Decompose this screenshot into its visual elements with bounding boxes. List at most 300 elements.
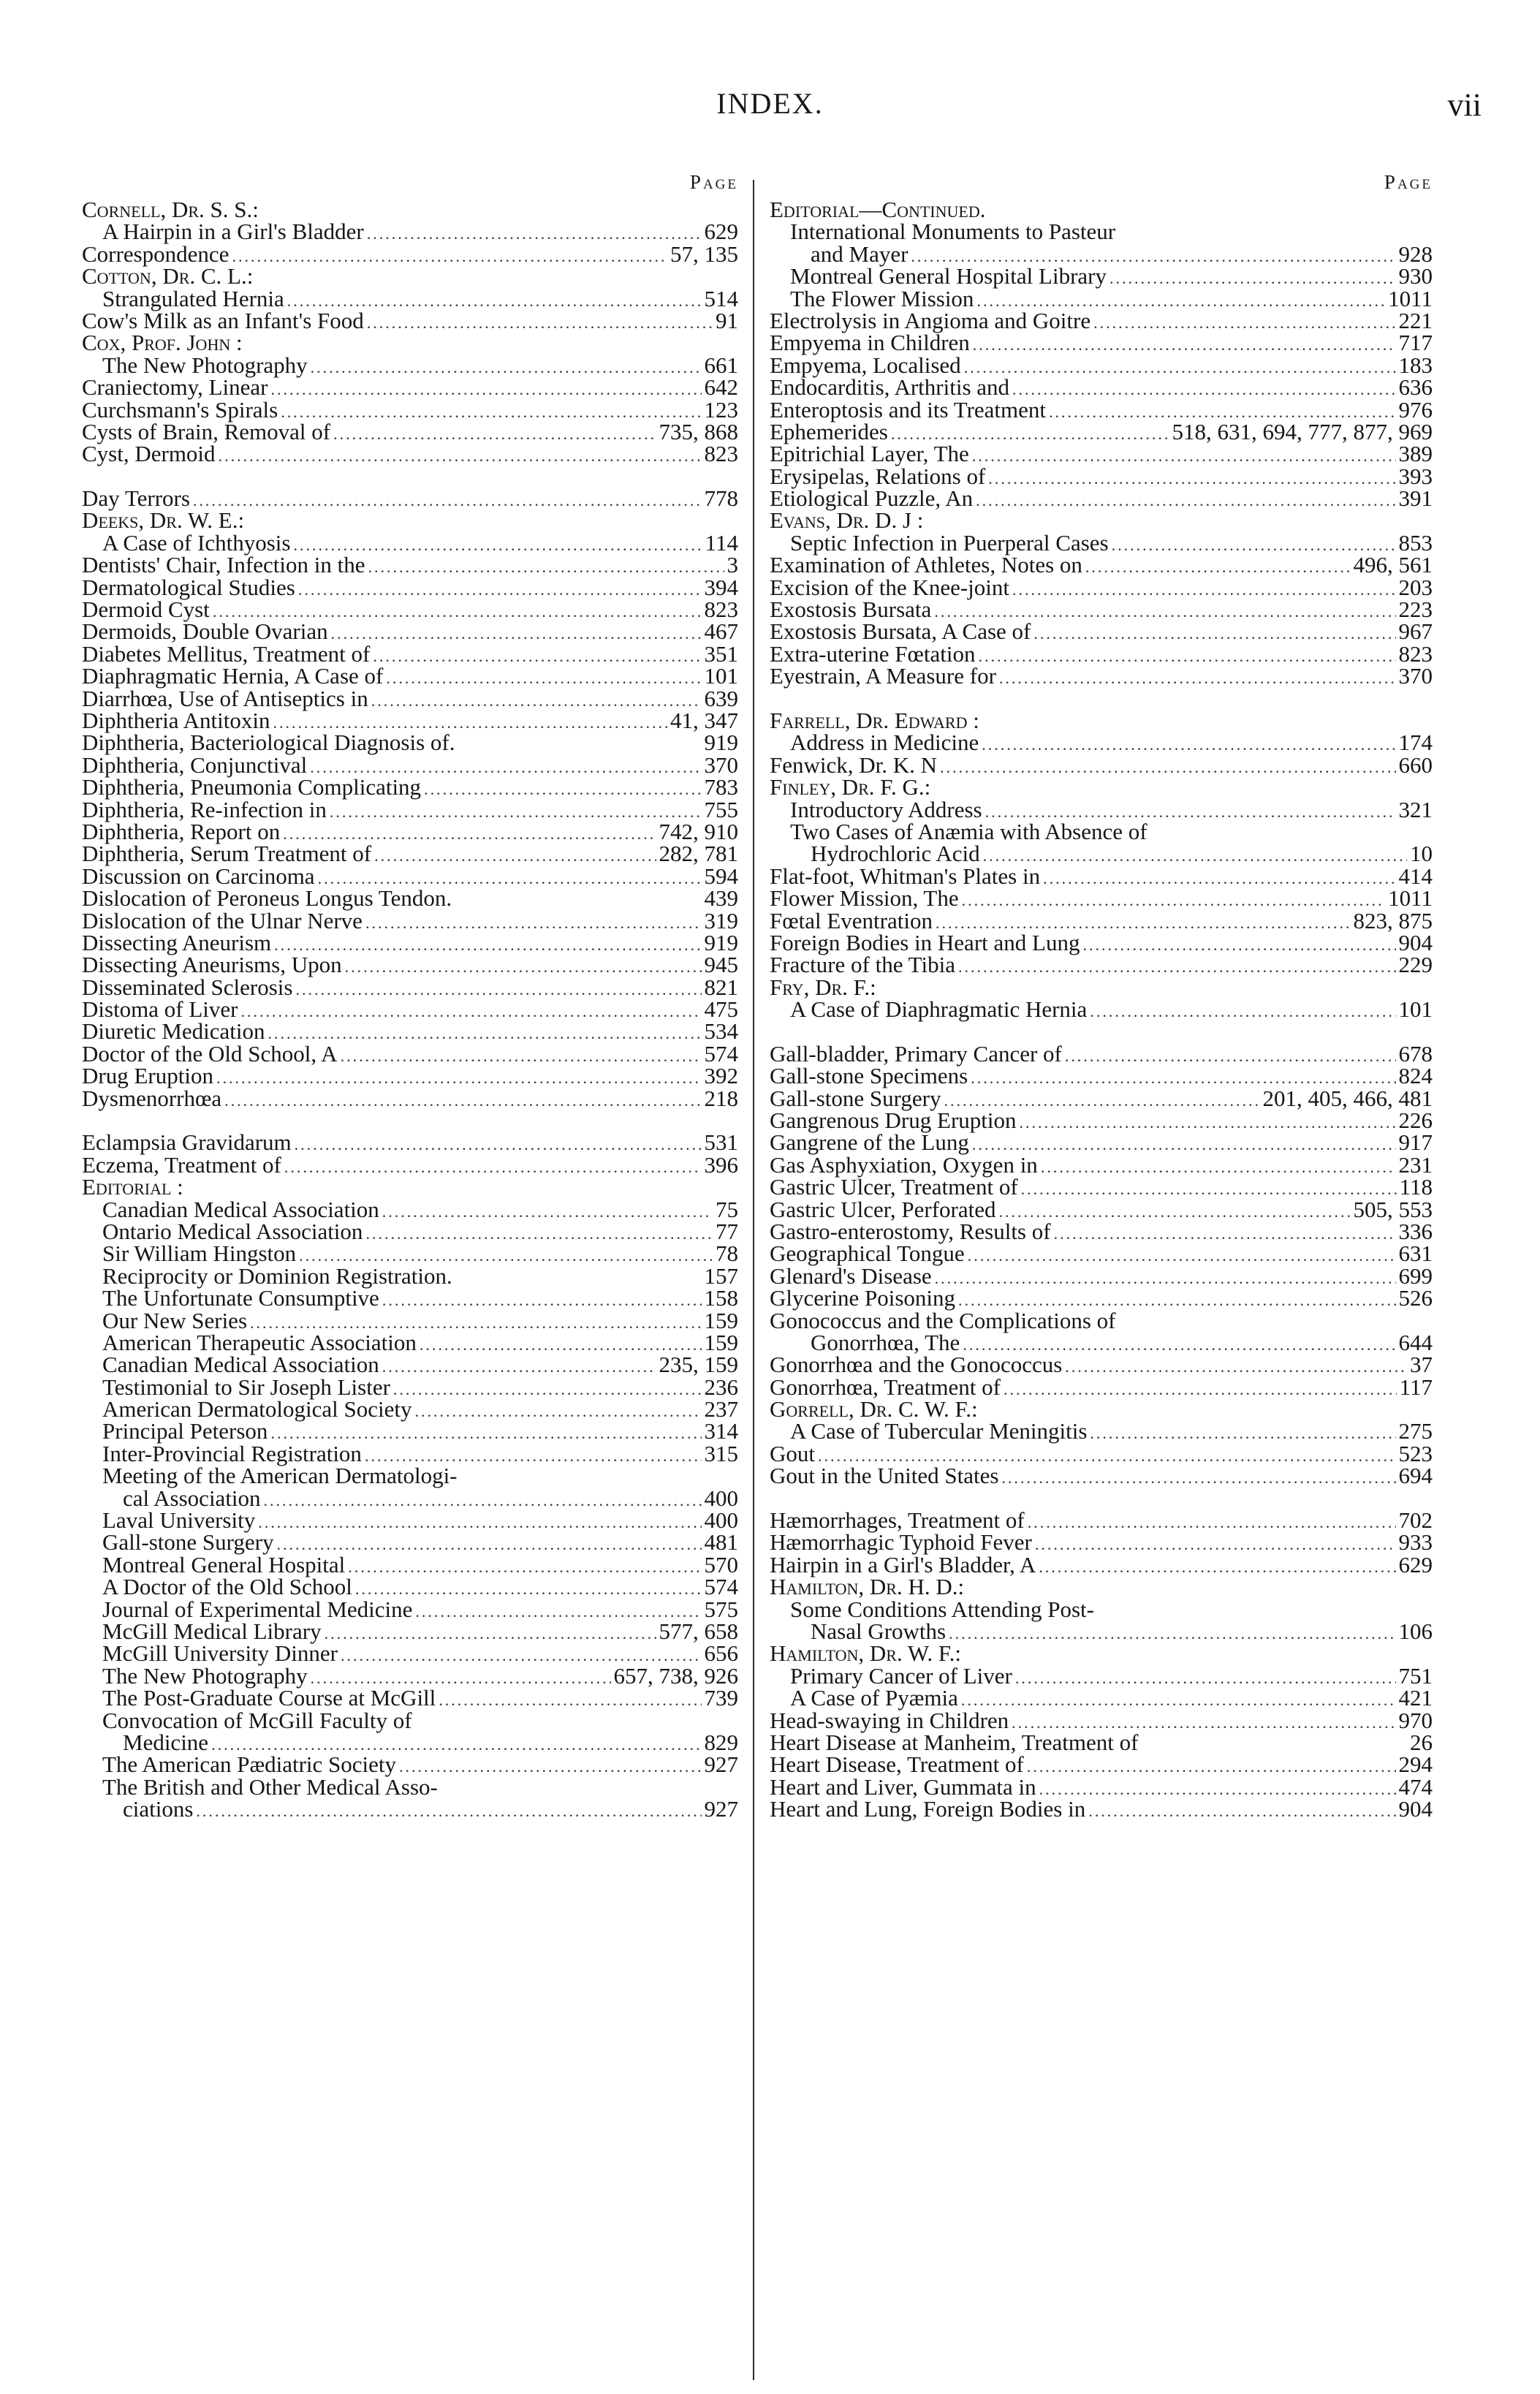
index-subentry xyxy=(770,1687,1433,1709)
entry-term: Discussion on Carcinoma xyxy=(82,863,315,889)
entry-page-ref: 389 xyxy=(1398,441,1433,467)
entry-term: Curchsmann's Spirals xyxy=(82,396,278,423)
entry-page-ref: 231 xyxy=(1398,1151,1433,1178)
entry-term: Drug Eruption xyxy=(82,1063,213,1089)
entry-term: Eclampsia Gravidarum xyxy=(82,1129,292,1156)
entry-term: Finley, Dr. F. G.: xyxy=(770,774,931,800)
entry-term: Diabetes Mellitus, Treatment of xyxy=(82,640,371,667)
entry-term: Cyst, Dermoid xyxy=(82,441,216,467)
dot-leader xyxy=(1012,579,1396,601)
index-entry xyxy=(82,418,738,444)
entry-term: Epitrichial Layer, The xyxy=(770,441,969,467)
index-entry xyxy=(770,1440,1433,1466)
dot-leader xyxy=(193,490,702,512)
index-entry xyxy=(770,665,1433,687)
index-subentry xyxy=(770,1618,1433,1644)
index-subentry xyxy=(82,1640,738,1667)
index-entry xyxy=(82,507,738,534)
entry-page-ref: 518, 631, 694, 777, 877, 969 xyxy=(1172,418,1433,444)
index-entry xyxy=(82,640,738,667)
dot-leader xyxy=(1020,1112,1396,1134)
dot-leader xyxy=(1004,1379,1397,1401)
dot-leader xyxy=(949,1623,1395,1645)
entry-page-ref: 393 xyxy=(1398,463,1433,489)
entry-page-ref: 829 xyxy=(704,1729,738,1755)
entry-page-ref: 174 xyxy=(1398,730,1433,756)
index-entry xyxy=(770,307,1433,333)
entry-term: Excision of the Knee-joint xyxy=(770,574,1009,600)
entry-page-ref: 824 xyxy=(1398,1063,1433,1089)
dot-leader xyxy=(331,623,702,645)
index-entry xyxy=(770,554,1433,576)
index-subentry xyxy=(82,1287,738,1309)
index-subentry xyxy=(82,1773,738,1800)
entry-term: Heart Disease, Treatment of xyxy=(770,1751,1024,1778)
entry-page-ref: 236 xyxy=(704,1374,738,1400)
entry-page-ref: 661 xyxy=(704,352,738,378)
index-entry xyxy=(770,1287,1433,1309)
entry-term: Address in Medicine xyxy=(790,730,979,756)
entry-term: Ontario Medical Association xyxy=(102,1218,363,1244)
entry-page-ref: 574 xyxy=(704,1574,738,1600)
entry-page-ref: 694 xyxy=(1398,1463,1433,1489)
entry-page-ref: 823 xyxy=(704,441,738,467)
index-subentry xyxy=(82,1662,738,1689)
dot-leader xyxy=(295,979,701,1001)
entry-term: Diuretic Medication xyxy=(82,1018,265,1045)
entry-term: Gonorrhœa and the Gonococcus xyxy=(770,1352,1063,1378)
entry-page-ref: 823 xyxy=(704,596,738,623)
entry-term: The British and Other Medical Asso- xyxy=(102,1773,438,1800)
entry-term: Diphtheria, Pneumonia Complicating xyxy=(82,774,422,800)
entry-page-ref: 636 xyxy=(1398,374,1433,401)
index-subentry xyxy=(82,1240,738,1267)
index-entry xyxy=(82,885,738,912)
entry-page-ref: 392 xyxy=(704,1063,738,1089)
entry-page-ref: 57, 135 xyxy=(670,240,738,267)
entry-page-ref: 629 xyxy=(1398,1551,1433,1577)
index-entry xyxy=(82,1129,738,1156)
index-subentry xyxy=(82,529,738,556)
index-entry xyxy=(770,1065,1433,1087)
entry-term: Fœtal Eventration xyxy=(770,907,933,933)
dot-leader xyxy=(341,1045,702,1067)
entry-term: The New Photography xyxy=(102,1662,308,1689)
entry-term: Endocarditis, Arthritis and xyxy=(770,374,1010,401)
index-entry xyxy=(770,1240,1433,1267)
entry-page-ref: 823, 875 xyxy=(1353,907,1433,933)
entry-page-ref: 594 xyxy=(704,863,738,889)
entry-page-ref: 101 xyxy=(1398,996,1433,1023)
index-entry xyxy=(770,907,1433,933)
entry-term: Fracture of the Tibia xyxy=(770,952,955,978)
entry-term: Journal of Experimental Medicine xyxy=(102,1596,413,1622)
index-subentry xyxy=(82,1420,738,1442)
entry-term: Correspondence xyxy=(82,240,230,267)
index-subentry xyxy=(770,843,1433,865)
index-entry xyxy=(82,265,738,287)
entry-term: Dissecting Aneurisms, Upon xyxy=(82,952,342,978)
index-entry xyxy=(82,974,738,1000)
entry-page-ref: 570 xyxy=(704,1551,738,1577)
entry-page-ref: 91 xyxy=(716,307,738,333)
index-subentry xyxy=(82,1307,738,1333)
index-entry xyxy=(770,443,1433,465)
entry-term: Gastric Ulcer, Treatment of xyxy=(770,1174,1018,1200)
entry-page-ref: 421 xyxy=(1398,1685,1433,1711)
entry-term: ciations xyxy=(123,1796,194,1822)
entry-term: Heart Disease at Manheim, Treatment of xyxy=(770,1729,1139,1755)
entry-page-ref: 933 xyxy=(1398,1529,1433,1556)
entry-page-ref: 945 xyxy=(704,952,738,978)
entry-page-ref: 657, 738, 926 xyxy=(613,1662,738,1689)
entry-page-ref: 37 xyxy=(1410,1352,1433,1378)
entry-page-ref: 106 xyxy=(1398,1618,1433,1644)
entry-term: Geographical Tongue xyxy=(770,1240,965,1267)
entry-term: Editorial : xyxy=(82,1174,183,1200)
entry-term: A Case of Pyæmia xyxy=(790,1685,958,1711)
entry-term: A Doctor of the Old School xyxy=(102,1574,352,1600)
entry-term: Hamilton, Dr. W. F.: xyxy=(770,1640,961,1667)
index-entry xyxy=(770,199,1433,221)
entry-page-ref: 644 xyxy=(1398,1329,1433,1355)
entry-page-ref: 976 xyxy=(1398,396,1433,423)
index-subentry xyxy=(770,265,1433,287)
entry-page-ref: 821 xyxy=(704,974,738,1000)
entry-term: Strangulated Hernia xyxy=(102,285,284,311)
index-entry xyxy=(82,907,738,933)
index-entry xyxy=(770,776,1433,798)
dot-leader xyxy=(298,579,702,601)
index-entry xyxy=(770,974,1433,1000)
entry-term: The Flower Mission xyxy=(790,285,974,311)
index-entry xyxy=(82,199,738,221)
index-subentry xyxy=(82,221,738,243)
dot-leader xyxy=(330,801,702,823)
entry-page-ref: 970 xyxy=(1398,1707,1433,1733)
index-entry xyxy=(770,1507,1433,1534)
entry-term: Gout xyxy=(770,1440,815,1466)
entry-term: Laval University xyxy=(102,1507,256,1534)
index-entry xyxy=(82,485,738,512)
dot-leader xyxy=(1028,1512,1396,1534)
entry-page-ref: 294 xyxy=(1398,1751,1433,1778)
index-entry xyxy=(770,396,1433,423)
page-header xyxy=(0,86,1540,130)
entry-term: Flat-foot, Whitman's Plates in xyxy=(770,863,1041,889)
dot-leader xyxy=(365,912,702,934)
entry-page-ref: 282, 781 xyxy=(659,841,738,867)
dot-leader xyxy=(976,490,1395,512)
dot-leader xyxy=(940,757,1395,779)
entry-term: Canadian Medical Association xyxy=(102,1352,379,1378)
index-entry xyxy=(82,1176,738,1198)
index-entry xyxy=(770,618,1433,645)
entry-term: The American Pædiatric Society xyxy=(102,1751,397,1778)
entry-page-ref: 1011 xyxy=(1388,285,1433,311)
index-subentry xyxy=(770,796,1433,822)
dot-leader xyxy=(295,1134,702,1156)
index-subentry xyxy=(82,1596,738,1622)
entry-page-ref: 514 xyxy=(704,285,738,311)
entry-term: Diphtheria, Bacteriological Diagnosis of. xyxy=(82,730,455,756)
index-entry xyxy=(770,507,1433,534)
section-gap xyxy=(82,466,738,488)
entry-page-ref: 927 xyxy=(704,1796,738,1822)
index-entry xyxy=(770,751,1433,778)
entry-page-ref: 3 xyxy=(727,552,738,578)
entry-page-ref: 853 xyxy=(1398,529,1433,556)
entry-page-ref: 203 xyxy=(1398,574,1433,600)
entry-term: Gout in the United States xyxy=(770,1463,999,1489)
dot-leader xyxy=(1039,1556,1395,1578)
dot-leader xyxy=(964,357,1396,379)
index-subentry xyxy=(770,996,1433,1023)
entry-page-ref: 319 xyxy=(704,907,738,933)
entry-page-ref: 702 xyxy=(1398,1507,1433,1534)
entry-term: Medicine xyxy=(123,1729,209,1755)
index-entry xyxy=(82,843,738,865)
entry-term: A Case of Tubercular Meningitis xyxy=(790,1418,1088,1444)
entry-term: Gastric Ulcer, Perforated xyxy=(770,1196,996,1222)
entry-page-ref: 351 xyxy=(704,640,738,667)
dot-leader xyxy=(968,1245,1396,1267)
entry-term: Principal Peterson xyxy=(102,1418,268,1444)
dot-leader xyxy=(1015,1667,1396,1689)
entry-page-ref: 370 xyxy=(704,751,738,778)
index-subentry xyxy=(770,285,1433,311)
index-entry xyxy=(82,332,738,354)
dot-leader xyxy=(258,1512,701,1534)
entry-term: Cornell, Dr. S. S.: xyxy=(82,197,259,222)
dot-leader xyxy=(382,1201,713,1223)
dot-leader xyxy=(973,334,1396,356)
entry-term: Flower Mission, The xyxy=(770,885,959,912)
index-subentry xyxy=(82,1329,738,1355)
entry-page-ref: 739 xyxy=(704,1685,738,1711)
entry-page-ref: 10 xyxy=(1410,841,1433,867)
entry-page-ref: 904 xyxy=(1398,1796,1433,1822)
dot-leader xyxy=(374,845,656,867)
dot-leader xyxy=(232,246,667,268)
dot-leader xyxy=(998,1201,1350,1223)
index-entry-list xyxy=(82,199,738,1821)
entry-page-ref: 1011 xyxy=(1388,885,1433,912)
entry-page-ref: 114 xyxy=(705,529,738,556)
dot-leader xyxy=(219,445,702,467)
entry-term: Gall-stone Surgery xyxy=(770,1085,941,1111)
index-subentry xyxy=(82,1551,738,1577)
index-entry xyxy=(770,1218,1433,1244)
dot-leader xyxy=(439,1689,701,1711)
entry-page-ref: 531 xyxy=(704,1129,738,1156)
entry-page-ref: 229 xyxy=(1398,952,1433,978)
dot-leader xyxy=(393,1379,702,1401)
entry-term: Diphtheria, Serum Treatment of xyxy=(82,841,372,867)
entry-term: Hamilton, Dr. H. D.: xyxy=(770,1574,965,1600)
entry-term: Day Terrors xyxy=(82,485,190,512)
index-entry xyxy=(770,1376,1433,1398)
entry-term: Glycerine Poisoning xyxy=(770,1285,955,1311)
index-subentry xyxy=(82,1196,738,1222)
entry-term: Doctor of the Old School, A xyxy=(82,1040,338,1067)
entry-page-ref: 414 xyxy=(1398,863,1433,889)
entry-term: Nasal Growths xyxy=(811,1618,947,1644)
dot-leader xyxy=(1090,1001,1395,1023)
entry-term: Exostosis Bursata xyxy=(770,596,932,623)
entry-term: McGill University Dinner xyxy=(102,1640,338,1667)
index-entry xyxy=(770,929,1433,955)
entry-term: Ephemerides xyxy=(770,418,888,444)
entry-term: Hæmorrhages, Treatment of xyxy=(770,1507,1025,1534)
entry-page-ref: 755 xyxy=(704,796,738,822)
index-entry xyxy=(82,776,738,798)
dot-leader xyxy=(1041,1156,1396,1178)
entry-page-ref: 221 xyxy=(1398,307,1433,333)
entry-page-ref: 735, 868 xyxy=(659,418,738,444)
entry-page-ref: 467 xyxy=(704,618,738,645)
entry-term: Introductory Address xyxy=(790,796,982,822)
entry-term: Inter-Provincial Registration xyxy=(102,1440,362,1466)
index-entry xyxy=(770,1640,1433,1667)
index-entry xyxy=(82,1151,738,1178)
entry-term: Foreign Bodies in Heart and Lung xyxy=(770,929,1080,955)
index-subentry xyxy=(82,1707,738,1733)
entry-term: Cysts of Brain, Removal of xyxy=(82,418,331,444)
entry-term: McGill Medical Library xyxy=(102,1618,322,1644)
entry-term: Convocation of McGill Faculty of xyxy=(102,1707,412,1733)
dot-leader xyxy=(1065,1356,1407,1378)
dot-leader xyxy=(365,1223,713,1245)
entry-page-ref: 660 xyxy=(1398,751,1433,778)
index-entry xyxy=(770,1196,1433,1222)
index-entry xyxy=(770,885,1433,912)
index-entry xyxy=(770,865,1433,887)
entry-term: Dermoid Cyst xyxy=(82,596,210,623)
dot-leader xyxy=(325,1623,656,1645)
index-entry xyxy=(770,1751,1433,1778)
entry-term: Erysipelas, Relations of xyxy=(770,463,986,489)
entry-page-ref: 481 xyxy=(704,1529,738,1556)
dot-leader xyxy=(982,734,1395,756)
index-subentry xyxy=(82,352,738,378)
index-entry xyxy=(770,1798,1433,1820)
index-entry xyxy=(82,374,738,401)
dot-leader xyxy=(333,423,656,445)
entry-term: Gall-bladder, Primary Cancer of xyxy=(770,1040,1062,1067)
entry-term: The Post-Graduate Course at McGill xyxy=(102,1685,436,1711)
dot-leader xyxy=(1088,1800,1395,1822)
entry-page-ref: 41, 347 xyxy=(670,707,738,733)
entry-page-ref: 400 xyxy=(704,1507,738,1534)
entry-page-ref: 237 xyxy=(704,1396,738,1423)
index-entry xyxy=(82,685,738,711)
entry-term: The New Photography xyxy=(102,352,308,378)
dot-leader xyxy=(216,1067,702,1089)
index-entry xyxy=(82,618,738,645)
dot-leader xyxy=(281,401,701,423)
index-entry xyxy=(770,596,1433,623)
index-subentry xyxy=(82,1396,738,1423)
dot-leader xyxy=(972,445,1396,467)
section-gap xyxy=(770,1488,1433,1509)
entry-term: Gonorrhœa, The xyxy=(811,1329,960,1355)
dot-leader xyxy=(1027,1756,1396,1778)
entry-term: Distoma of Liver xyxy=(82,996,238,1023)
section-gap xyxy=(770,688,1433,710)
index-entry xyxy=(82,574,738,600)
index-entry xyxy=(770,1151,1433,1178)
entry-page-ref: 77 xyxy=(716,1218,738,1244)
entry-page-ref: 927 xyxy=(704,1751,738,1778)
index-entry xyxy=(770,374,1433,401)
entry-page-ref: 742, 910 xyxy=(659,818,738,844)
entry-term: Diarrhœa, Use of Antiseptics in xyxy=(82,685,368,711)
page-number: vii xyxy=(1447,87,1482,123)
entry-page-ref: 919 xyxy=(704,929,738,955)
index-entry xyxy=(770,1707,1433,1733)
dot-leader xyxy=(1021,1178,1397,1200)
entry-page-ref: 523 xyxy=(1398,1440,1433,1466)
entry-page-ref: 439 xyxy=(704,885,738,912)
entry-term: Dislocation of the Ulnar Nerve xyxy=(82,907,363,933)
entry-term: Gonorrhœa, Treatment of xyxy=(770,1374,1001,1400)
index-entry xyxy=(770,1085,1433,1111)
entry-term: and Mayer xyxy=(811,240,909,267)
entry-page-ref: 159 xyxy=(704,1329,738,1355)
entry-page-ref: 118 xyxy=(1399,1174,1433,1200)
index-entry xyxy=(770,1529,1433,1556)
index-subentry xyxy=(82,1798,738,1820)
dot-leader xyxy=(382,1289,702,1311)
column-divider xyxy=(753,180,754,2380)
entry-term: Fenwick, Dr. K. N xyxy=(770,751,938,778)
entry-page-ref: 577, 658 xyxy=(659,1618,738,1644)
index-entry xyxy=(82,707,738,733)
entry-term: Etiological Puzzle, An xyxy=(770,485,974,512)
entry-term: Fry, Dr. F.: xyxy=(770,974,876,1000)
dot-leader xyxy=(224,1090,701,1112)
entry-page-ref: 78 xyxy=(716,1240,738,1267)
dot-leader xyxy=(983,845,1407,867)
index-entry xyxy=(770,463,1433,489)
index-entry xyxy=(82,596,738,623)
entry-term: Evans, Dr. D. J : xyxy=(770,507,924,534)
dot-leader xyxy=(988,468,1395,490)
entry-page-ref: 823 xyxy=(1398,640,1433,667)
entry-term: Diphtheria, Report on xyxy=(82,818,281,844)
entry-term: Sir William Hingston xyxy=(102,1240,297,1267)
entry-term: Two Cases of Anæmia with Absence of xyxy=(790,818,1148,844)
entry-page-ref: 717 xyxy=(1398,330,1433,356)
entry-term: Gonococcus and the Complications of xyxy=(770,1307,1116,1333)
index-subentry xyxy=(82,1262,738,1289)
entry-term: Meeting of the American Dermatologi- xyxy=(102,1463,458,1489)
entry-term: Septic Infection in Puerperal Cases xyxy=(790,529,1109,556)
dot-leader xyxy=(1035,1534,1396,1556)
index-entry xyxy=(82,996,738,1023)
index-subentry xyxy=(82,1218,738,1244)
index-entry xyxy=(82,240,738,267)
index-entry xyxy=(82,865,738,887)
entry-term: Dysmenorrhœa xyxy=(82,1085,222,1111)
dot-leader xyxy=(399,1756,701,1778)
entry-term: Hydrochloric Acid xyxy=(811,841,980,867)
dot-leader xyxy=(271,379,702,401)
dot-leader xyxy=(367,223,702,245)
index-entry xyxy=(770,1129,1433,1156)
entry-page-ref: 235, 159 xyxy=(659,1352,738,1378)
